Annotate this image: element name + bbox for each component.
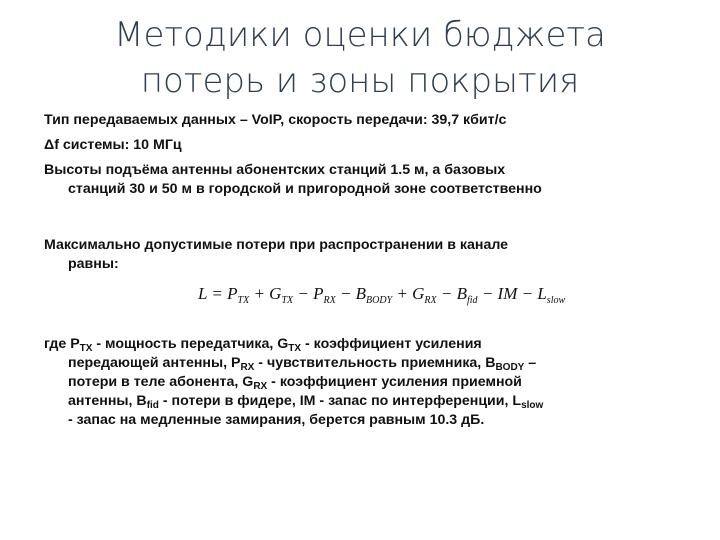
bandwidth-text: Δf системы: 10 МГц: [44, 137, 182, 153]
data-type-text: Тип передаваемых данных – VoIP, скорость передачи: 39,7 кбит/с: [44, 112, 507, 128]
definitions-line-4: антенны, $B_{fid}$ - потери в фидере, IM - запас по интерференции, $L_{slow}$: [68, 393, 544, 411]
definitions-line-5: - запас на медленные замирания, берется равным 10.3 дБ.: [68, 412, 485, 428]
max-loss-line-1: Максимально допустимые потери при распространении в канале: [44, 237, 509, 253]
antenna-heights-paragraph: [44, 161, 704, 199]
definitions-line-3: потери в теле абонента, $G_{RX}$ - коэффициент усиления приемной: [68, 374, 522, 392]
data-type-paragraph: [44, 111, 704, 130]
title-line-1: Методики оценки бюджета: [114, 15, 606, 55]
antenna-heights-line-1: Высоты подъёма антенны абонентских станций 1.5 м, а базовых: [44, 162, 506, 178]
antenna-heights-line-2: станций 30 и 50 м в городской и пригородной зоне соответственно: [68, 181, 542, 197]
definitions-paragraph: [44, 335, 704, 430]
max-loss-paragraph: [44, 236, 704, 274]
bandwidth-paragraph: [44, 136, 704, 155]
title-line-2: потерь и зоны покрытия: [140, 61, 580, 101]
slide-title: [40, 12, 680, 104]
loss-formula: [196, 280, 566, 308]
definitions-line-1: где $P_{TX}$ - мощность передатчика, $G_{TX}$ - коэффициент усиления: [44, 336, 482, 354]
max-loss-line-2: равны:: [68, 256, 119, 272]
definitions-line-2: передающей антенны, $P_{RX}$ - чувствительность приемника, $B_{BODY}$ –: [68, 355, 537, 373]
svg-text:L = PTX + GTX − PRX − BBODY +: $L = P_{TX} + G_{TX} - P_{RX} - B_{BODY} + G_{RX} - B_{fid}$ − IM − $L_{slow}$: [198, 284, 566, 306]
loss-formula-graphic: [196, 280, 566, 308]
